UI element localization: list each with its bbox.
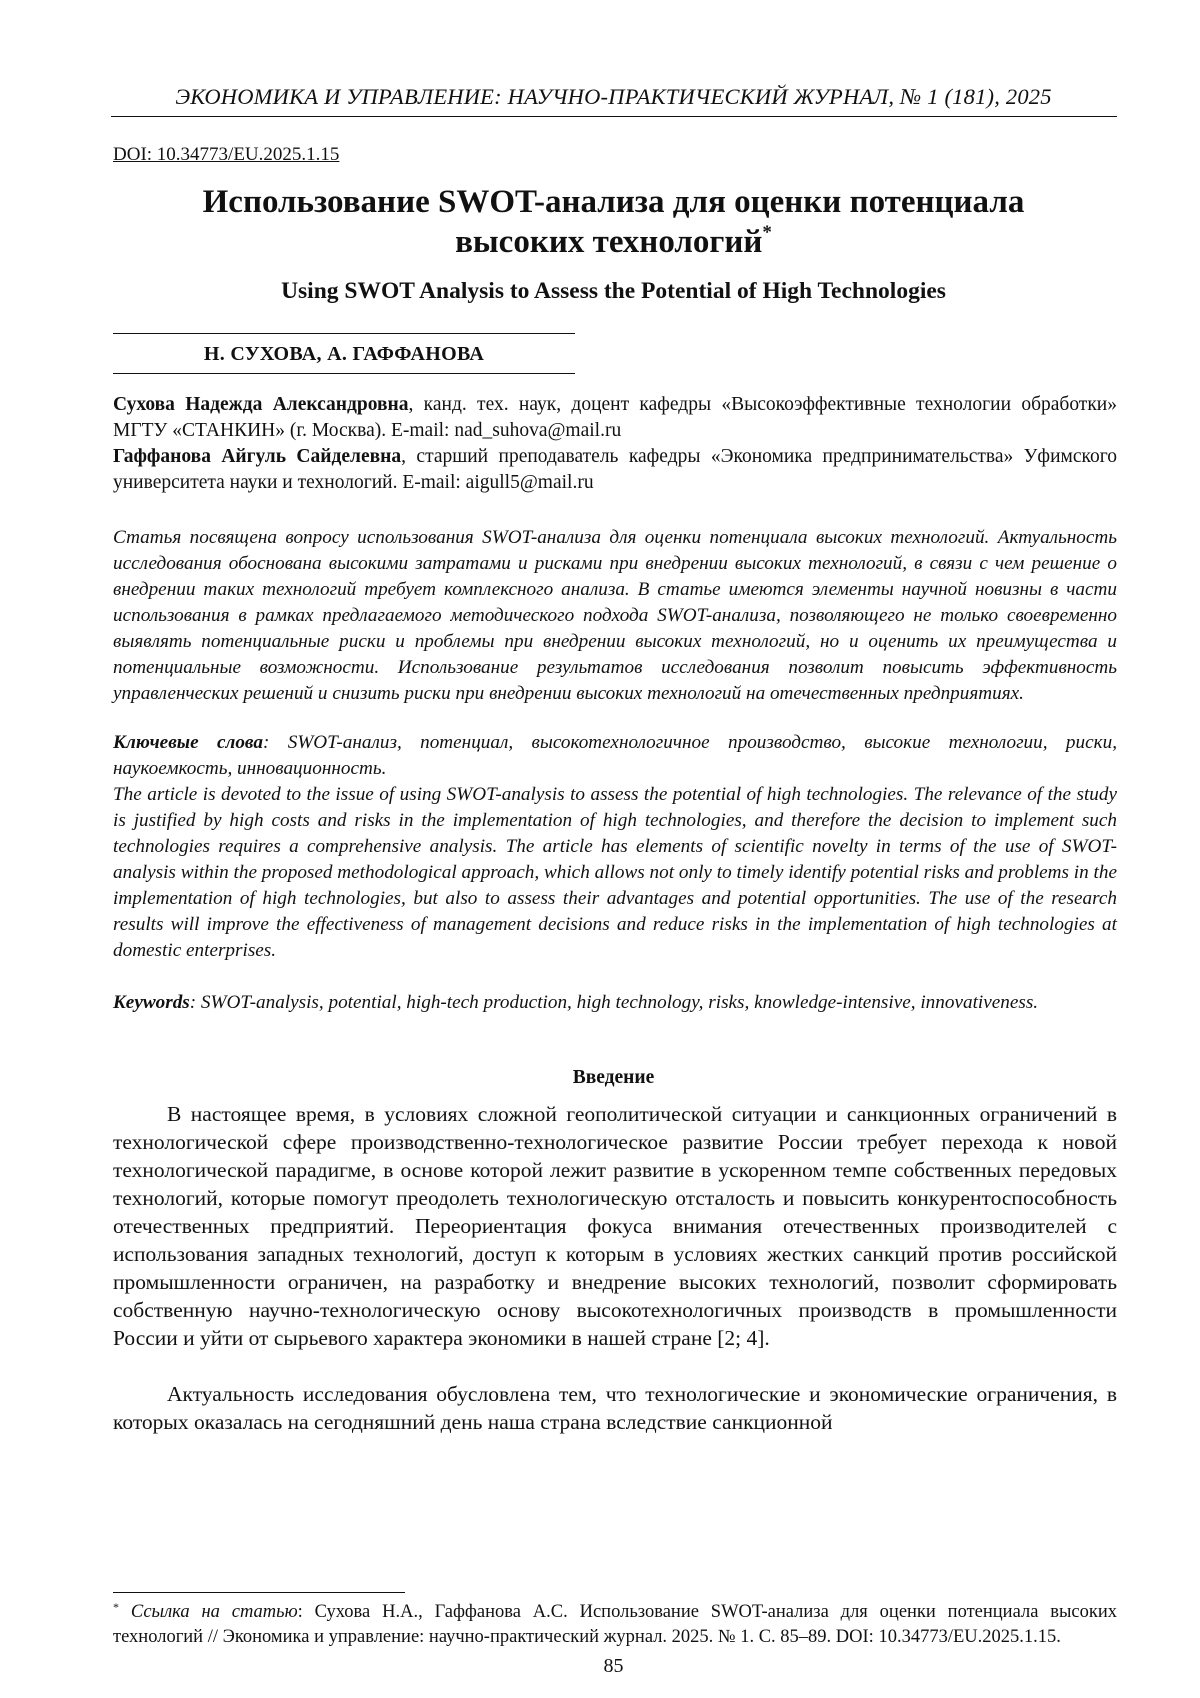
doi-link[interactable]: DOI: 10.34773/EU.2025.1.15: [113, 144, 340, 165]
author-details: , канд. тех. наук, доцент кафедры «Высокоэффективные технологии обработки» МГТУ «СТАНКИН» (г. Москва). E-mail: nad_suhova@mail.ru: [113, 394, 1117, 441]
author-name: Сухова Надежда Александровна: [113, 394, 409, 415]
keywords-ru-label: Ключевые слова: [113, 732, 263, 753]
keywords-en-text: : SWOT-analysis, potential, high-tech production, high technology, risks, knowledge-intensive, innovativeness.: [189, 992, 1039, 1013]
running-header: ЭКОНОМИКА И УПРАВЛЕНИЕ: НАУЧНО-ПРАКТИЧЕСКИЙ ЖУРНАЛ, № 1 (181), 2025: [175, 84, 1052, 109]
author-name: Гаффанова Айгуль Сайделевна: [113, 446, 402, 467]
keywords-en-label: Keywords: [113, 992, 190, 1013]
article-title-ru: [111, 182, 1116, 262]
authors-rule-bottom: [113, 373, 575, 374]
header-rule: [111, 116, 1117, 117]
body-paragraph: Актуальность исследования обусловлена тем, что технологические и экономические ограничения, в которых оказалась на сегодняшний день наша страна вследствие санкционной: [113, 1382, 1117, 1434]
affiliation-sukhova: [113, 392, 1117, 444]
footnote-label: Ссылка на статью: [130, 1602, 298, 1622]
authors: Н. СУХОВА, А. ГАФФАНОВА: [203, 343, 485, 365]
affiliation-gaffanova: [113, 444, 1117, 496]
keywords-ru-text: : SWOT-анализ, потенциал, высокотехнологичное производство, высокие технологии, риски, наукоемкость, инновационность.: [113, 732, 1117, 779]
title-ru-line1: Использование SWOT-анализа для оценки потенциала: [202, 184, 1025, 220]
author-details: , старший преподаватель кафедры «Экономика предпринимательства» Уфимского университета науки и технологий. E-mail: aigull5@mail.ru: [113, 446, 1117, 493]
footnote-rule: [113, 1592, 405, 1593]
footnote-text: : Сухова Н.А., Гаффанова А.С. Использование SWOT-анализа для оценки потенциала высоких технологий // Экономика и управление: научно-практический журнал. 2025. № 1. С. 85–89. DOI: 10.34773/EU.2025.1.15.: [113, 1602, 1118, 1647]
footnote: [113, 1600, 1117, 1650]
section-heading-introduction: Введение: [572, 1067, 655, 1088]
title-ru-line2: высоких технологий: [455, 224, 763, 260]
abstract-en: The article is devoted to the issue of using SWOT-analysis to assess the potential of high technologies. The relevance of the study is justified by high costs and risks in the implementation of high technologies, and therefore the decision to implement such technologies requires a comprehensive analysis. The article has elements of scientific novelty in terms of the use of SWOT-analysis within the proposed methodological approach, which allows not only to timely identify potential risks and problems in the implementation of high technologies, but also to assess their advantages and potential opportunities. The use of the research results will improve the effectiveness of management decisions and reduce risks in the implementation of high technologies at domestic enterprises.: [113, 784, 1117, 961]
title-footnote-mark[interactable]: *: [762, 222, 772, 243]
authors-rule-top: [113, 333, 575, 334]
abstract-ru: Статья посвящена вопросу использования SWOT-анализа для оценки потенциала высоких технологий. Актуальность исследования обоснована высокими затратами и рисками при внедрении высоких технологий, в связи с чем решение о внедрении таких технологий требует комплексного анализа. В статье имеются элементы научной новизны в части использования в рамках предлагаемого методического подхода SWOT-анализа, позволяющего не только своевременно выявлять потенциальные риски и проблемы при внедрении высоких технологий, но и оценить их преимущества и потенциальные возможности. Использование результатов исследования позволит повысить эффективность управленческих решений и снизить риски при внедрении высоких технологий на отечественных предприятиях.: [113, 527, 1117, 704]
article-title-en: Using SWOT Analysis to Assess the Potential of High Technologies: [281, 278, 946, 304]
keywords-ru: [113, 730, 1117, 782]
page-number: 85: [603, 1655, 624, 1677]
body-paragraph: В настоящее время, в условиях сложной геополитической ситуации и санкционных ограничений в технологической сфере производственно-технологическое развитие России требует перехода к новой технологической парадигме, в основе которой лежит развитие в ускоренном темпе собственных передовых технологий, которые помогут преодолеть технологическую отсталость и повысить конкурентоспособность отечественных предприятий. Переориентация фокуса внимания отечественных производителей с использования западных технологий, доступ к которым в условиях жестких санкций против российской промышленности ограничен, на разработку и внедрение высоких технологий, позволит сформировать собственную научно-технологическую основу высокотехнологичных производств в промышленности России и уйти от сырьевого характера экономики в нашей стране [2; 4].: [113, 1102, 1117, 1350]
footnote-mark: *: [113, 1600, 119, 1614]
keywords-en: [113, 990, 1117, 1016]
